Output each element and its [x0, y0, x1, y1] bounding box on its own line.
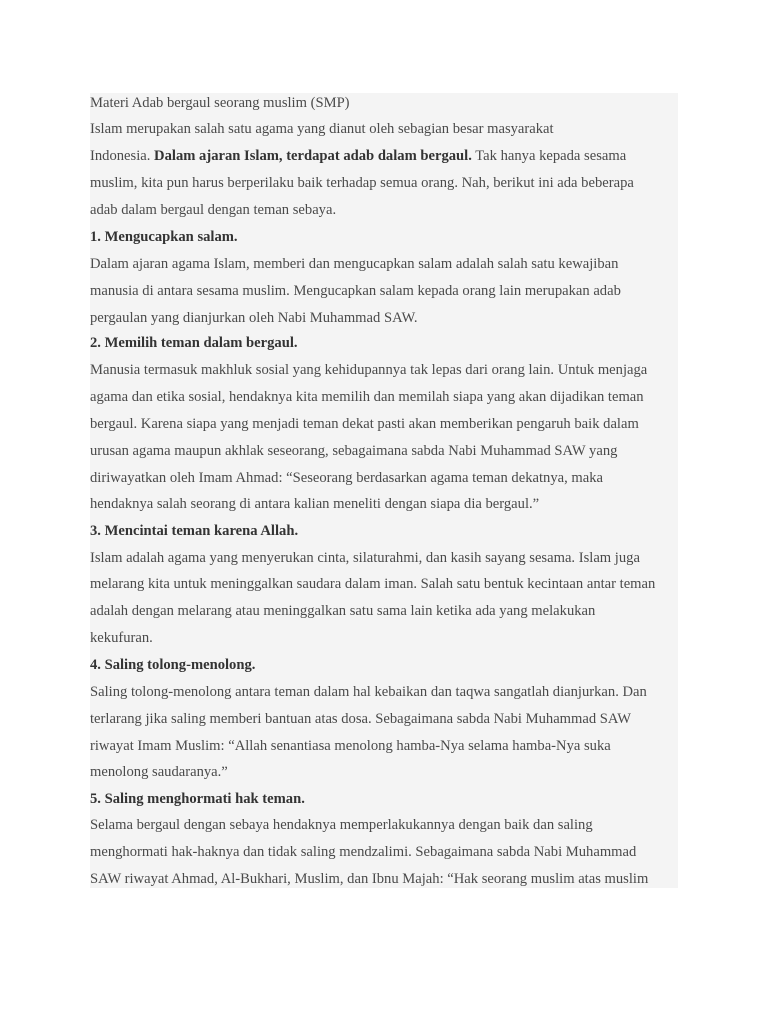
section-line: hendaknya salah seorang di antara kalian meneliti dengan siapa dia bergaul.” [90, 496, 540, 512]
section-line: urusan agama maupun akhlak seseorang, sebagaimana sabda Nabi Muhammad SAW yang [90, 443, 618, 459]
section-line: Islam adalah agama yang menyerukan cinta, silaturahmi, dan kasih sayang sesama. Islam juga [90, 550, 640, 566]
section-line: pergaulan yang dianjurkan oleh Nabi Muhammad SAW. [90, 310, 418, 326]
section-line: menolong saudaranya.” [90, 764, 228, 780]
section-heading: 1. Mengucapkan salam. [90, 229, 238, 245]
section-heading: 2. Memilih teman dalam bergaul. [90, 335, 298, 351]
section-heading: 5. Saling menghormati hak teman. [90, 791, 305, 807]
intro-line-3: muslim, kita pun harus berperilaku baik terhadap semua orang. Nah, berikut ini ada beberapa [90, 175, 634, 191]
section-line: melarang kita untuk meninggalkan saudara dalam iman. Salah satu bentuk kecintaan antar teman [90, 576, 656, 592]
intro-line-1: Islam merupakan salah satu agama yang dianut oleh sebagian besar masyarakat [90, 121, 554, 137]
section-line: Manusia termasuk makhluk sosial yang kehidupannya tak lepas dari orang lain. Untuk menjaga [90, 362, 648, 378]
section-line: Dalam ajaran agama Islam, memberi dan mengucapkan salam adalah salah satu kewajiban [90, 256, 619, 272]
intro-text: Tak hanya kepada sesama [471, 148, 627, 164]
section-heading: 4. Saling tolong-menolong. [90, 657, 256, 673]
document-text-block [90, 93, 678, 888]
section-line: kekufuran. [90, 630, 153, 646]
section-line: SAW riwayat Ahmad, Al-Bukhari, Muslim, dan Ibnu Majah: “Hak seorang muslim atas muslim [90, 871, 649, 887]
intro-line-2 [90, 146, 626, 166]
intro-line-4: adab dalam bergaul dengan teman sebaya. [90, 202, 337, 218]
section-line: bergaul. Karena siapa yang menjadi teman dekat pasti akan memberikan pengaruh baik dalam [90, 416, 639, 432]
section-heading: 3. Mencintai teman karena Allah. [90, 523, 299, 539]
section-line: riwayat Imam Muslim: “Allah senantiasa menolong hamba-Nya selama hamba-Nya suka [90, 738, 611, 754]
section-line: terlarang jika saling memberi bantuan atas dosa. Sebagaimana sabda Nabi Muhammad SAW [90, 711, 632, 727]
intro-emphasis: Dalam ajaran Islam, terdapat adab dalam bergaul. [154, 148, 472, 164]
section-line: manusia di antara sesama muslim. Mengucapkan salam kepada orang lain merupakan adab [90, 283, 621, 299]
section-line: diriwayatkan oleh Imam Ahmad: “Seseorang berdasarkan agama teman dekatnya, maka [90, 470, 604, 486]
section-line: menghormati hak-haknya dan tidak saling mendzalimi. Sebagaimana sabda Nabi Muhammad [90, 844, 637, 860]
intro-text: Indonesia. [90, 148, 155, 164]
section-line: Saling tolong-menolong antara teman dalam hal kebaikan dan taqwa sangatlah dianjurkan. Dan [90, 684, 647, 700]
document-title: Materi Adab bergaul seorang muslim (SMP) [90, 95, 350, 111]
section-line: adalah dengan melarang atau meninggalkan satu sama lain ketika ada yang melakukan [90, 603, 596, 619]
section-line: agama dan etika sosial, hendaknya kita memilih dan memilah siapa yang akan dijadikan teman [90, 389, 644, 405]
section-line: Selama bergaul dengan sebaya hendaknya memperlakukannya dengan baik dan saling [90, 817, 593, 833]
